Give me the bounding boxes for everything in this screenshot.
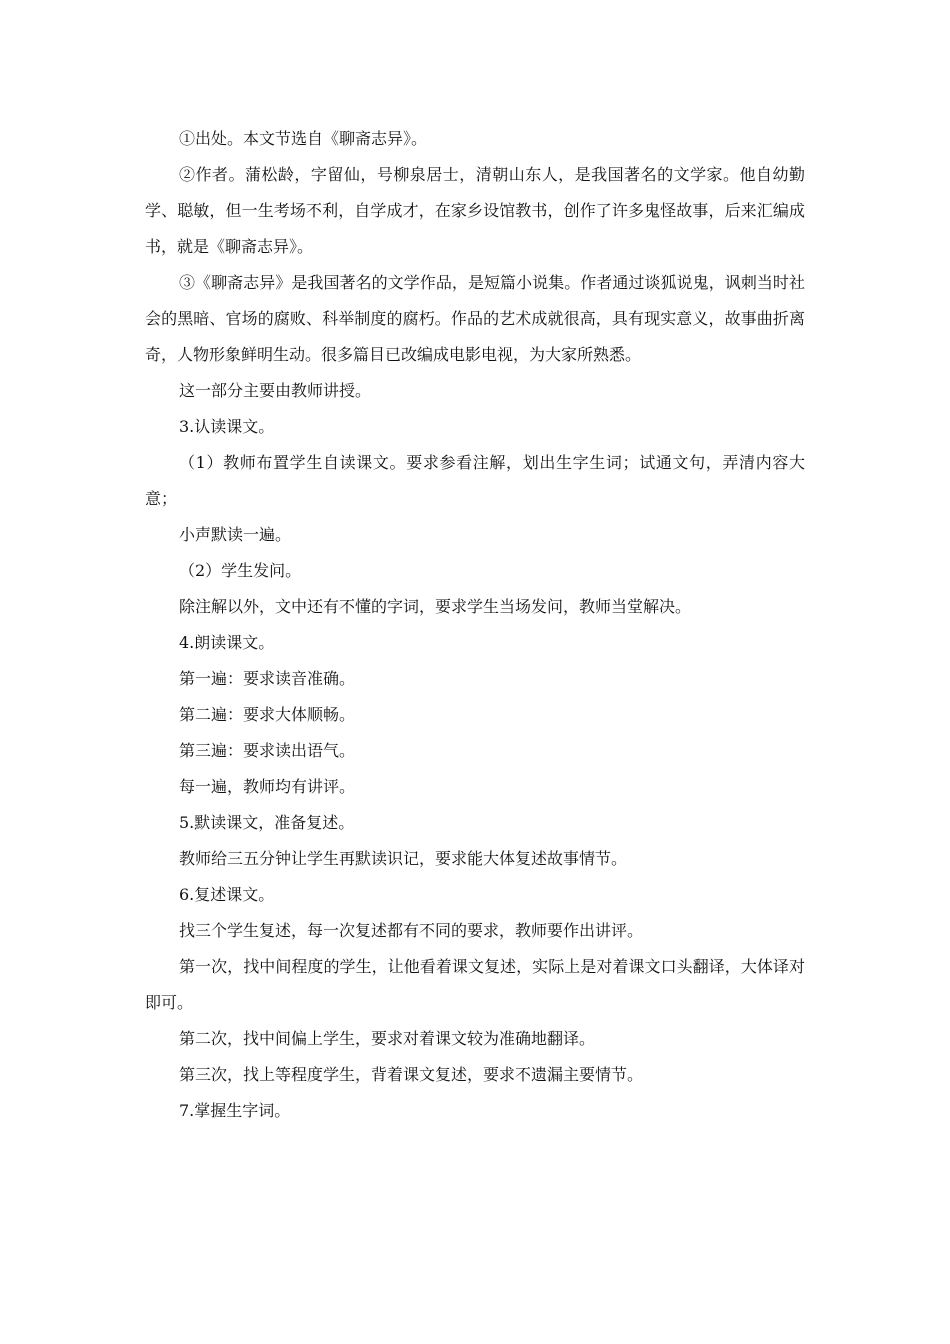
paragraph-first-pass: 第一遍：要求读音准确。 <box>179 669 356 688</box>
paragraph-retell-first: 第一次，找中间程度的学生，让他看着课文复述，实际上是对着课文口头翻译，大体译对即可。 <box>145 957 805 1012</box>
document-body <box>145 121 805 1129</box>
paragraph-silent-read: 小声默读一遍。 <box>179 525 292 544</box>
heading-read-text: 3.认读课文。 <box>179 417 275 436</box>
paragraph-retell-intro: 找三个学生复述，每一次复述都有不同的要求，教师要作出讲评。 <box>179 921 644 940</box>
paragraph-retell-second: 第二次，找中间偏上学生，要求对着课文较为准确地翻译。 <box>179 1029 596 1048</box>
heading-read-aloud: 4.朗读课文。 <box>179 633 275 652</box>
heading-vocabulary: 7.掌握生字词。 <box>179 1101 291 1120</box>
paragraph-retell-third: 第三次，找上等程度学生，背着课文复述，要求不遗漏主要情节。 <box>179 1065 644 1084</box>
paragraph-student-ask: （2）学生发问。 <box>179 561 302 580</box>
paragraph-ask-detail: 除注解以外，文中还有不懂的字词，要求学生当场发问，教师当堂解决。 <box>179 597 692 616</box>
paragraph-self-read: （1）教师布置学生自读课文。要求参看注解，划出生字生词；试通文句，弄清内容大意； <box>145 453 805 508</box>
paragraph-silent-retell-detail: 教师给三五分钟让学生再默读识记，要求能大体复述故事情节。 <box>179 849 628 868</box>
paragraph-third-pass: 第三遍：要求读出语气。 <box>179 741 356 760</box>
paragraph-author: ②作者。蒲松龄，字留仙，号柳泉居士，清朝山东人，是我国著名的文学家。他自幼勤学、聪敏，但一生考场不利，自学成才，在家乡设馆教书，创作了许多鬼怪故事，后来汇编成书，就是《聊斋志异》。 <box>145 165 805 256</box>
heading-retell: 6.复述课文。 <box>179 885 275 904</box>
paragraph-teacher-note: 这一部分主要由教师讲授。 <box>179 381 372 400</box>
heading-silent-retell: 5.默读课文，准备复述。 <box>179 813 355 832</box>
paragraph-each-pass: 每一遍，教师均有讲评。 <box>179 777 356 796</box>
paragraph-second-pass: 第二遍：要求大体顺畅。 <box>179 705 356 724</box>
paragraph-work-intro: ③《聊斋志异》是我国著名的文学作品，是短篇小说集。作者通过谈狐说鬼，讽刺当时社会的黑暗、官场的腐败、科举制度的腐朽。作品的艺术成就很高，具有现实意义，故事曲折离奇，人物形象鲜明生动。很多篇目已改编成电影电视，为大家所熟悉。 <box>145 273 805 364</box>
paragraph-source: ①出处。本文节选自《聊斋志异》。 <box>179 129 428 148</box>
